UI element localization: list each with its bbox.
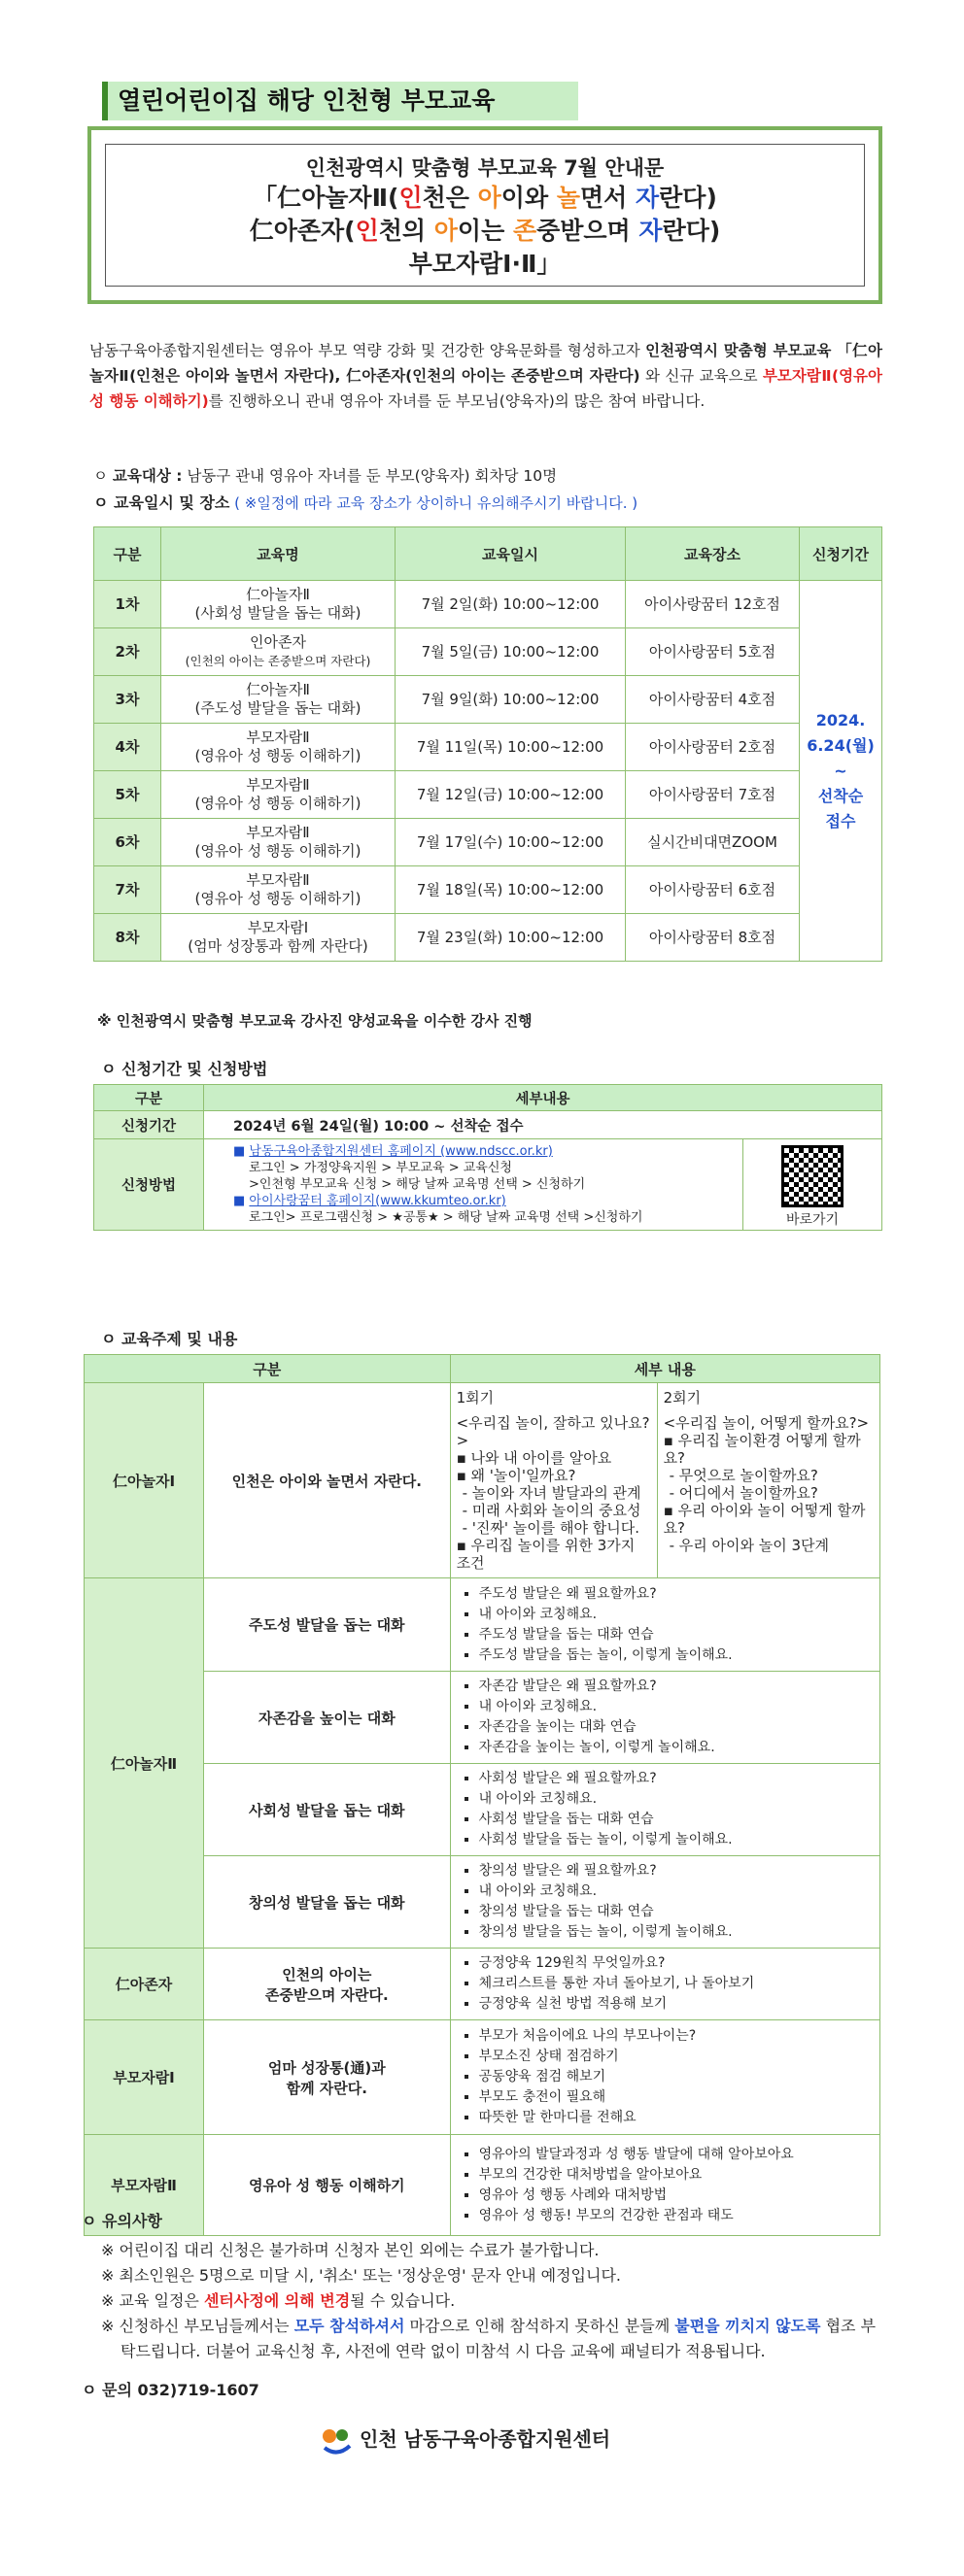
bullet-circle-icon: ㅇ: [93, 493, 115, 512]
qr-cell[interactable]: [743, 1139, 882, 1231]
table-row: [94, 771, 882, 819]
topic-label: 仁아존자: [85, 1949, 204, 2020]
topic-label: 仁아놀자Ⅰ: [85, 1383, 204, 1578]
topic-title: 인천은 아이와 놀면서 자란다.: [204, 1383, 451, 1578]
col-header: 구분: [85, 1355, 451, 1383]
session-no: 3차: [94, 676, 161, 724]
session-date: 7월 18일(목) 10:00~12:00: [396, 866, 626, 914]
session-name: 인아존자 (인천의 아이는 존중받으며 자란다): [161, 628, 396, 676]
bullet-square-icon: ■: [233, 1144, 250, 1159]
intro-paragraph: 남동구육아종합지원센터는 영유아 부모 역량 강화 및 건강한 양육문화를 형성하고자 인천광역시 맞춤형 부모교육 「仁아놀자Ⅱ(인천은 아이와 놀면서 자란다), 仁아존자(인천의 아이는 존중받으며 자란다) 와 신규 교육으로 부모자람Ⅱ(영유아 성 행동 이해하기)를 진행하오니 관내 영유아 자녀를 둔 부모님(양육자)의 많은 참여 바랍니다.: [89, 342, 883, 410]
session-date: 7월 5일(금) 10:00~12:00: [396, 628, 626, 676]
center-logo-icon: [321, 2426, 354, 2456]
title-line-3: 부모자람Ⅰ·Ⅱ」: [408, 250, 562, 278]
topic-content: ▪ 창의성 발달은 왜 필요할까요? ▪ 내 아이와 코칭해요. ▪ 창의성 발달을 돕는 대화 연습 ▪ 창의성 발달을 돕는 놀이, 이렇게 놀이해요.: [450, 1856, 879, 1949]
session-date: 7월 12일(금) 10:00~12:00: [396, 771, 626, 819]
session-date: 7월 23일(화) 10:00~12:00: [396, 914, 626, 962]
session-no: 6차: [94, 819, 161, 866]
apply-period-cell: 2024. 6.24(월) ~ 선착순 접수: [800, 581, 882, 962]
note-item: ※ 어린이집 대리 신청은 불가하며 신청자 본인 외에는 수료가 불가합니다.: [101, 2241, 600, 2259]
session-name: 부모자람Ⅱ (영유아 성 행동 이해하기): [161, 866, 396, 914]
session-no: 1차: [94, 581, 161, 628]
qr-code-icon[interactable]: [781, 1145, 844, 1207]
note-item: ※ 최소인원은 5명으로 미달 시, '취소' 또는 '정상운영' 문자 안내 예정입니다.: [101, 2266, 621, 2285]
col-header: 교육일시: [396, 527, 626, 581]
session-name: 부모자람Ⅱ (영유아 성 행동 이해하기): [161, 771, 396, 819]
title-box: [87, 126, 882, 304]
topic-content: ▪ 영유아의 발달과정과 성 행동 발달에 대해 알아보아요 ▪ 부모의 건강한 대처방법을 알아보아요 ▪ 영유아 성 행동 사례와 대처방법 ▪ 영유아 성 행동! 부모의 건강한 관점과 태도: [450, 2135, 879, 2236]
table-row: [94, 581, 882, 628]
session-place: 아이사랑꿈터 2호점: [626, 724, 800, 771]
col-header: 구분: [94, 527, 161, 581]
topic-title: 사회성 발달을 돕는 대화: [204, 1764, 451, 1856]
apply-header-row: [94, 1085, 882, 1111]
table-row: [94, 676, 882, 724]
apply-table: [93, 1084, 882, 1231]
session-place: 아이사랑꿈터 4호점: [626, 676, 800, 724]
note-item: ※ 교육 일정은 센터사정에 의해 변경될 수 있습니다.: [101, 2291, 456, 2310]
footer-org: 인천 남동구육아종합지원센터: [321, 2423, 610, 2456]
title-line-1: 「仁아놀자Ⅱ(인천은 아이와 놀면서 자란다): [253, 184, 717, 212]
table-row: [85, 1856, 880, 1949]
session-name: 부모자람Ⅰ (엄마 성장통과 함께 자란다): [161, 914, 396, 962]
table-row: [85, 1764, 880, 1856]
topic-title: 주도성 발달을 돕는 대화: [204, 1578, 451, 1672]
topic-content: ▪ 긍정양육 129원칙 무엇일까요? ▪ 체크리스트를 통한 자녀 돌아보기, 나 돌아보기 ▪ 긍정양육 실천 방법 적용해 보기: [450, 1949, 879, 2020]
page-banner: 열린어린이집 해당 인천형 부모교육: [102, 82, 578, 120]
bullet-circle-icon: ㅇ: [82, 2381, 103, 2399]
session-place: 아이사랑꿈터 8호점: [626, 914, 800, 962]
session-no: 8차: [94, 914, 161, 962]
bullet-circle-icon: ㅇ: [82, 2212, 103, 2230]
col-header: 세부내용: [204, 1085, 882, 1111]
session-place: 아이사랑꿈터 6호점: [626, 866, 800, 914]
topic-content: ▪ 자존감 발달은 왜 필요할까요? ▪ 내 아이와 코칭해요. ▪ 자존감을 높이는 대화 연습 ▪ 자존감을 높이는 놀이, 이렇게 놀이해요.: [450, 1672, 879, 1764]
session-date: 7월 17일(수) 10:00~12:00: [396, 819, 626, 866]
kkumteo-link[interactable]: 아이사랑꿈터 홈페이지(www.kkumteo.or.kr): [249, 1194, 506, 1208]
session-place: 아이사랑꿈터 12호점: [626, 581, 800, 628]
method-details: ■ 남동구육아종합지원센터 홈페이지 (www.ndscc.or.kr) 로그인 > 가정양육지원 > 부모교육 > 교육신청 >인천형 부모교육 신청 > 해당 날짜 교육명 선택 > 신청하기 ■ 아이사랑꿈터 홈페이지(www.kkumteo.or.kr) 로그인> 프로그램신청 > ★공통★ > 해당 날짜 교육명 선택 >신청하기: [204, 1139, 743, 1231]
session-date: 7월 2일(화) 10:00~12:00: [396, 581, 626, 628]
topics-header-row: [85, 1355, 880, 1383]
table-row: [94, 819, 882, 866]
table-row: [94, 724, 882, 771]
topic-title: 창의성 발달을 돕는 대화: [204, 1856, 451, 1949]
title-subtitle: 인천광역시 맞춤형 부모교육 7월 안내문: [305, 156, 665, 180]
table-row: [94, 1139, 882, 1231]
apply-heading: ㅇ 신청기간 및 신청방법: [101, 1060, 268, 1078]
period-label: 신청기간: [94, 1111, 204, 1139]
session-name: 仁아놀자Ⅱ (주도성 발달을 돕는 대화): [161, 676, 396, 724]
table-row: [85, 2020, 880, 2135]
topic-title: 자존감을 높이는 대화: [204, 1672, 451, 1764]
session-no: 5차: [94, 771, 161, 819]
contact-line: ㅇ 문의 032)719-1607: [82, 2381, 259, 2399]
topics-heading: ㅇ 교육주제 및 내용: [101, 1330, 238, 1348]
bullet-circle-icon: ㅇ: [93, 467, 113, 485]
topic-content: ▪ 부모가 처음이에요 나의 부모나이는? ▪ 부모소진 상태 점검하기 ▪ 공동양육 점검 해보기 ▪ 부모도 충전이 필요해 ▪ 따뜻한 말 한마디를 전해요: [450, 2020, 879, 2135]
table-row: [85, 1578, 880, 1672]
topic-title: 영유아 성 행동 이해하기: [204, 2135, 451, 2236]
topic-title: 인천의 아이는 존중받으며 자란다.: [204, 1949, 451, 2020]
topic-label: 부모자람Ⅱ: [85, 2135, 204, 2236]
session-no: 7차: [94, 866, 161, 914]
session-date: 7월 11일(목) 10:00~12:00: [396, 724, 626, 771]
table-row: [85, 1383, 880, 1578]
target-line: ㅇ 교육대상 : 남동구 관내 영유아 자녀를 둔 부모(양육자) 회차당 10명: [93, 467, 558, 485]
session-place: 아이사랑꿈터 7호점: [626, 771, 800, 819]
table-row: [94, 1111, 882, 1139]
session-no: 2차: [94, 628, 161, 676]
table-row: [94, 628, 882, 676]
title-line-2: 仁아존자(인천의 아이는 존중받으며 자란다): [249, 217, 721, 245]
col-header: 신청기간: [800, 527, 882, 581]
notes-heading: ㅇ 유의사항: [82, 2212, 162, 2230]
topic-label: 부모자람Ⅰ: [85, 2020, 204, 2135]
session-date: 7월 9일(화) 10:00~12:00: [396, 676, 626, 724]
session-no: 4차: [94, 724, 161, 771]
table-row: [85, 1949, 880, 2020]
session-place: 실시간비대면ZOOM: [626, 819, 800, 866]
bullet-square-icon: ■: [233, 1194, 250, 1208]
schedule-table: [93, 526, 882, 962]
col-header: 교육장소: [626, 527, 800, 581]
session-place: 아이사랑꿈터 5호점: [626, 628, 800, 676]
note-item: ※ 신청하신 부모님들께서는 모두 참석하셔서 마감으로 인해 참석하지 못하신 분들께 불편을 끼치지 않도록 협조 부탁드립니다. 더불어 교육신청 후, 사전에 연락 없이 미참석 시 다음 교육에 패널티가 적용됩니다.: [101, 2317, 877, 2360]
session-2-content: 2회기 <우리집 놀이, 어떻게 할까요?> ▪ 우리집 놀이환경 어떻게 할까요? - 무엇으로 놀이할까요? - 어디에서 놀이할까요? ▪ 우리 아이와 놀이 어떻게 할까요? - 우리 아이와 놀이 3단계: [657, 1383, 879, 1578]
period-value: 2024년 6월 24일(월) 10:00 ~ 선착순 접수: [204, 1111, 882, 1139]
schedule-header-row: [94, 527, 882, 581]
qr-label: 바로가기: [785, 1211, 840, 1228]
schedule-footnote: ※ 인천광역시 맞춤형 부모교육 강사진 양성교육을 이수한 강사 진행: [97, 1012, 533, 1030]
method-label: 신청방법: [94, 1139, 204, 1231]
topic-title: 엄마 성장통(通)과 함께 자란다.: [204, 2020, 451, 2135]
col-header: 구분: [94, 1085, 204, 1111]
schedule-heading: ㅇ 교육일시 및 장소 ( ※일정에 따라 교육 장소가 상이하니 유의해주시기 바랍니다. ): [93, 493, 638, 512]
col-header: 세부 내용: [450, 1355, 879, 1383]
topics-table: [84, 1354, 880, 2236]
bullet-circle-icon: ㅇ: [101, 1060, 122, 1078]
session-name: 仁아놀자Ⅱ (사회성 발달을 돕는 대화): [161, 581, 396, 628]
table-row: [94, 866, 882, 914]
topic-label: 仁아놀자Ⅱ: [85, 1578, 204, 1949]
ndscc-link[interactable]: 남동구육아종합지원센터 홈페이지 (www.ndscc.or.kr): [249, 1144, 553, 1159]
table-row: [94, 914, 882, 962]
notes-section: [82, 2209, 888, 2403]
bullet-circle-icon: ㅇ: [101, 1330, 122, 1348]
topic-content: ▪ 주도성 발달은 왜 필요할까요? ▪ 내 아이와 코칭해요. ▪ 주도성 발달을 돕는 대화 연습 ▪ 주도성 발달을 돕는 놀이, 이렇게 놀이해요.: [450, 1578, 879, 1672]
table-row: [85, 1672, 880, 1764]
session-name: 부모자람Ⅱ (영유아 성 행동 이해하기): [161, 724, 396, 771]
session-name: 부모자람Ⅱ (영유아 성 행동 이해하기): [161, 819, 396, 866]
session-1-content: 1회기 <우리집 놀이, 잘하고 있나요?> ▪ 나와 내 아이를 알아요 ▪ 왜 '놀이'일까요? - 놀이와 자녀 발달과의 관계 - 미래 사회와 놀이의 중요성 - '진짜' 놀이를 해야 합니다. ▪ 우리집 놀이를 위한 3가지 조건: [450, 1383, 657, 1578]
col-header: 교육명: [161, 527, 396, 581]
topic-content: ▪ 사회성 발달은 왜 필요할까요? ▪ 내 아이와 코칭해요. ▪ 사회성 발달을 돕는 대화 연습 ▪ 사회성 발달을 돕는 놀이, 이렇게 놀이해요.: [450, 1764, 879, 1856]
